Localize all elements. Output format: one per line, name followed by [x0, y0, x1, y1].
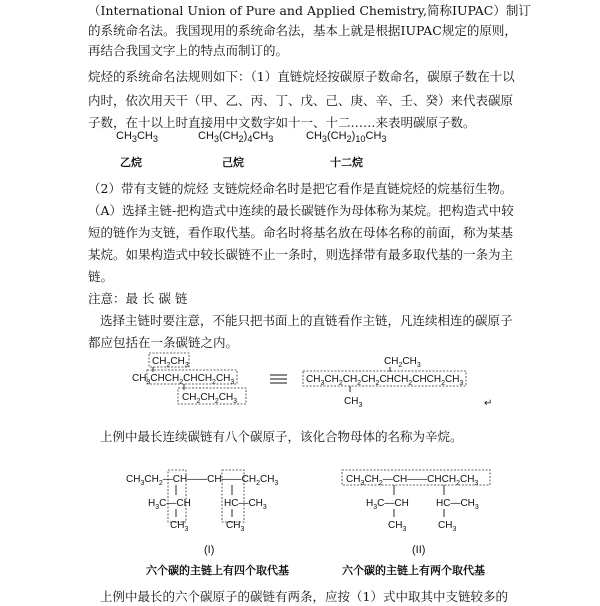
methyl-label: $CH_3$: [170, 520, 189, 533]
name-ethane: 乙烷: [120, 157, 142, 169]
structure-II-main: $CH_3CH_2—CH——CHCH_2CH_3$: [346, 474, 479, 487]
methyl-label: $CH_3$: [388, 520, 407, 533]
methyl-label: $CH_3$: [226, 520, 245, 533]
paragraph-line: 的系统命名法。我国现用的系统命名法，基本上就是根据IUPAC规定的原则，: [88, 23, 517, 38]
paragraph-line: 链。: [88, 269, 114, 284]
paragraph-line: 子数，在十以上时直接用中文数字如十一、十二……来表明碳原子数。: [88, 115, 476, 130]
substituent-bottom: $CH_2CH_2CH_3$: [182, 392, 238, 405]
paragraph-line: 上例中最长连续碳链有八个碳原子，该化合物母体的名称为辛烷。: [100, 429, 463, 444]
name-hexane: 己烷: [222, 157, 244, 169]
paragraph-line: 某烷。如果构造式中较长碳链不止一条时，则选择带有最多取代基的一条为主: [88, 247, 514, 262]
substituent-top: $CH_2CH_3$: [152, 356, 189, 369]
paragraph-line: 再结合我国文字上的特点而制订的。: [88, 43, 289, 58]
right-substituent-bottom: $CH_3$: [344, 396, 363, 409]
paragraph-line: 烷烃的系统命名法规则如下：（1）直链烷烃按碳原子数命名，碳原子数在十以: [88, 69, 515, 84]
formula-dodecane: $CH_3(CH_2)_{10}CH_3$: [306, 130, 387, 145]
structure-II-sub-right: $HC—CH_3$: [436, 498, 479, 511]
paragraph-line: （International Union of Pure and Applied Chemistry,简称IUPAC）制订: [88, 3, 531, 18]
paragraph-line: （2）带有支链的烷烃 支链烷烃命名时是把它看作是直链烷烃的烷基衍生物。: [88, 181, 513, 196]
paragraph-line: 都应包括在一条碳链之内。: [88, 335, 239, 350]
structure-I-caption: 六个碳的主链上有四个取代基: [146, 565, 289, 577]
branched-alkane-diagram: [120, 350, 500, 412]
structure-I-label: (I): [204, 544, 215, 556]
paragraph-line: 上例中最长的六个碳原子的碳链有两条，应按（1）式中取其中支链较多的: [100, 589, 508, 604]
main-chain-left: $CH_3CHCH_2CHCH_2CH_3$: [132, 373, 235, 386]
structure-II-caption: 六个碳的主链上有两个取代基: [342, 565, 485, 577]
name-dodecane: 十二烷: [330, 157, 363, 169]
paragraph-line: 内时，依次用天干（甲、乙、丙、丁、戊、己、庚、辛、壬、癸）来代表碳原: [88, 93, 514, 108]
paragraph-line: 短的链作为支链，看作取代基。命名时将基名放在母体名称的前面，称为某基: [88, 225, 514, 240]
paragraph-line: 选择主链时要注意，不能只把书面上的直链看作主链，凡连续相连的碳原子: [100, 313, 513, 328]
structure-I-main: $CH_3CH_2—CH——CH——CH_2CH_3$: [126, 474, 279, 487]
methyl-label: $CH_3$: [438, 520, 457, 533]
structure-II-label: (II): [412, 544, 426, 556]
formula-ethane: $CH_3CH_3$: [116, 130, 158, 145]
formula-hexane: $CH_3(CH_2)_4CH_3$: [198, 130, 274, 145]
structure-I-sub-right: $HC—CH_3$: [224, 498, 267, 511]
paragraph-line: （A）选择主链-把构造式中连续的最长碳链作为母体称为某烷。把构造式中较: [88, 203, 514, 218]
note-heading: 注意：最 长 碳 链: [88, 291, 188, 306]
right-main-chain: $CH_3CH_2CH_2CH_2CHCH_2CHCH_2CH_3$: [306, 374, 464, 387]
return-mark: ↵: [484, 398, 493, 409]
structure-I-sub-left: $H_3C—CH$: [148, 498, 191, 511]
structure-II-sub-left: $H_3C—CH$: [366, 498, 409, 511]
right-substituent-top: $CH_2CH_3$: [384, 356, 421, 369]
